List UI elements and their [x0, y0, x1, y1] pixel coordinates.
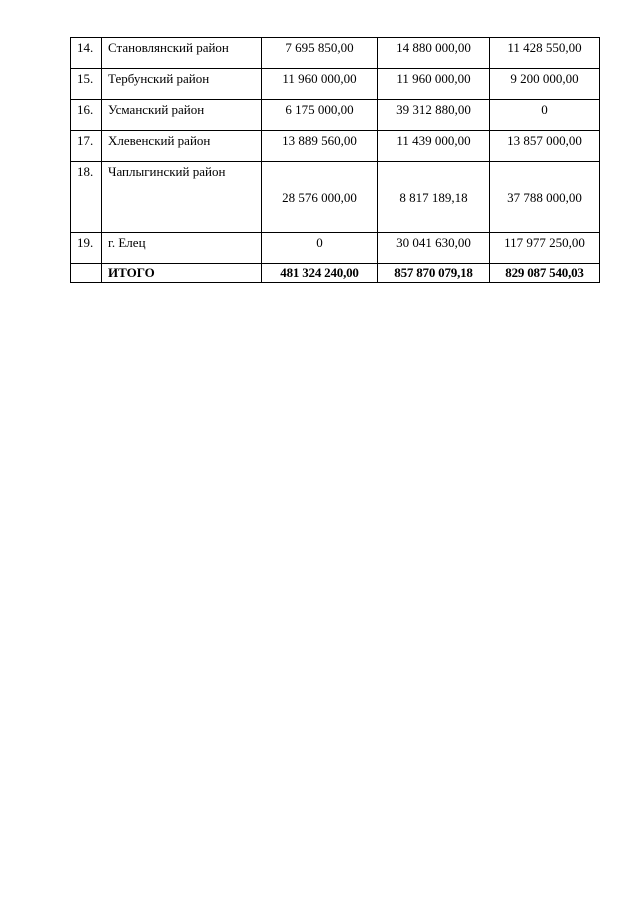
value-col-2: 30 041 630,00	[378, 233, 490, 264]
value-col-1: 11 960 000,00	[262, 69, 378, 100]
district-name: Чаплыгинский район	[102, 162, 262, 233]
total-label: ИТОГО	[102, 264, 262, 283]
value-col-1: 0	[262, 233, 378, 264]
table-row	[71, 38, 600, 69]
total-row	[71, 264, 600, 283]
value-col-2: 11 960 000,00	[378, 69, 490, 100]
table-row	[71, 162, 600, 233]
row-number: 16.	[71, 100, 102, 131]
value-col-2: 39 312 880,00	[378, 100, 490, 131]
row-number: 17.	[71, 131, 102, 162]
value-col-3: 11 428 550,00	[490, 38, 600, 69]
value-col-2: 8 817 189,18	[378, 162, 490, 233]
row-number: 19.	[71, 233, 102, 264]
district-name: Становлянский район	[102, 38, 262, 69]
budget-table	[70, 37, 600, 283]
value-col-2: 11 439 000,00	[378, 131, 490, 162]
value-col-1: 7 695 850,00	[262, 38, 378, 69]
total-col-2: 857 870 079,18	[378, 264, 490, 283]
value-col-3: 9 200 000,00	[490, 69, 600, 100]
table-row	[71, 131, 600, 162]
total-col-1: 481 324 240,00	[262, 264, 378, 283]
value-col-1: 28 576 000,00	[262, 162, 378, 233]
value-col-1: 13 889 560,00	[262, 131, 378, 162]
total-col-3: 829 087 540,03	[490, 264, 600, 283]
table-row	[71, 69, 600, 100]
row-number	[71, 264, 102, 283]
district-name: Хлевенский район	[102, 131, 262, 162]
value-col-1: 6 175 000,00	[262, 100, 378, 131]
value-col-3: 117 977 250,00	[490, 233, 600, 264]
value-col-2: 14 880 000,00	[378, 38, 490, 69]
value-col-3: 0	[490, 100, 600, 131]
row-number: 15.	[71, 69, 102, 100]
district-name: Усманский район	[102, 100, 262, 131]
table-row	[71, 100, 600, 131]
row-number: 14.	[71, 38, 102, 69]
row-number: 18.	[71, 162, 102, 233]
district-name: г. Елец	[102, 233, 262, 264]
value-col-3: 13 857 000,00	[490, 131, 600, 162]
value-col-3: 37 788 000,00	[490, 162, 600, 233]
table-row	[71, 233, 600, 264]
district-name: Тербунский район	[102, 69, 262, 100]
